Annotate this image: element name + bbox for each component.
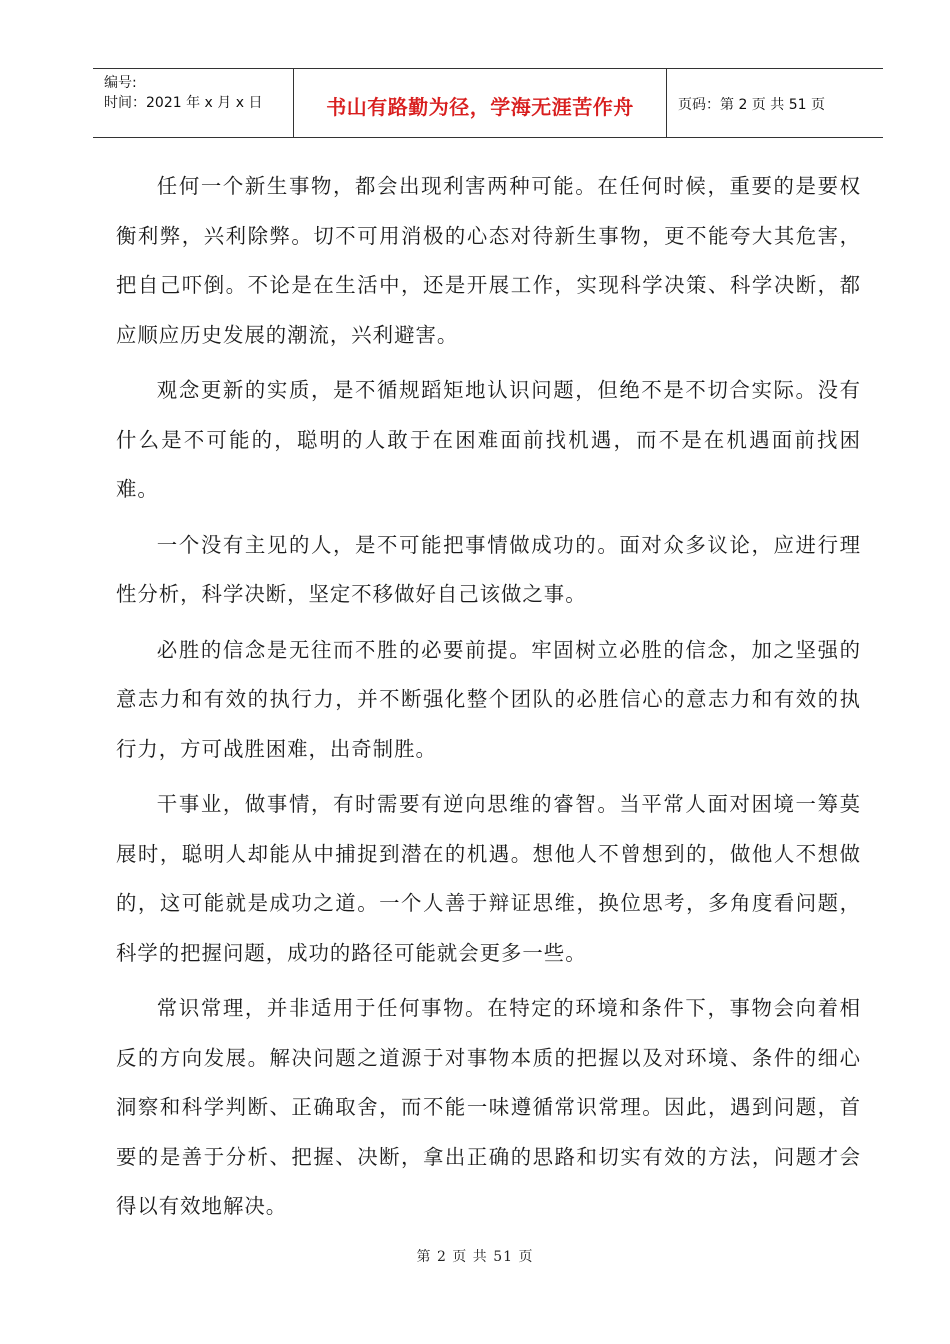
- body-paragraph: 必胜的信念是无往而不胜的必要前提。牢固树立必胜的信念，加之坚强的意志力和有效的执行力，并不断强化整个团队的必胜信心的意志力和有效的执行力，方可战胜困难，出奇制胜。: [116, 637, 861, 761]
- header-motto: 书山有路勤为径，学海无涯苦作舟: [326, 95, 634, 119]
- page-footer: 第 2 页 共 51 页: [416, 1249, 534, 1265]
- header-motto-cell: [293, 69, 667, 137]
- body-paragraph: 观念更新的实质，是不循规蹈矩地认识问题，但绝不是不切合实际。没有什么是不可能的，聪明的人敢于在困难面前找机遇，而不是在机遇面前找困难。: [116, 378, 861, 501]
- header-meta-cell: [93, 69, 293, 137]
- page-header: [93, 68, 883, 138]
- body-paragraph: 一个没有主见的人，是不可能把事情做成功的。面对众多议论，应进行理性分析，科学决断，坚定不移做好自己该做之事。: [116, 532, 861, 606]
- header-page-cell: [666, 69, 883, 137]
- document-code-label: 编号:: [104, 75, 137, 91]
- document-time-label: 时间：2021 年 x 月 x 日: [104, 95, 263, 111]
- body-paragraph: 任何一个新生事物，都会出现利害两种可能。在任何时候，重要的是要权衡利弊，兴利除弊。切不可用消极的心态对待新生事物，更不能夸大其危害，把自己吓倒。不论是在生活中，还是开展工作，实现科学决策、科学决断，都应顺应历史发展的潮流，兴利避害。: [116, 174, 861, 347]
- body-paragraph: 常识常理，并非适用于任何事物。在特定的环境和条件下，事物会向着相反的方向发展。解决问题之道源于对事物本质的把握以及对环境、条件的细心洞察和科学判断、正确取舍，而不能一味遵循常识常理。因此，遇到问题，首要的是善于分析、把握、决断，拿出正确的思路和切实有效的方法，问题才会得以有效地解决。: [116, 996, 861, 1218]
- document-body: [116, 162, 861, 1238]
- body-paragraph: 干事业，做事情，有时需要有逆向思维的睿智。当平常人面对困境一筹莫展时，聪明人却能从中捕捉到潜在的机遇。想他人不曾想到的，做他人不想做的，这可能就是成功之道。一个人善于辩证思维，换位思考，多角度看问题，科学的把握问题，成功的路径可能就会更多一些。: [116, 792, 861, 965]
- header-page-number: 页码：第 2 页 共 51 页: [678, 97, 825, 113]
